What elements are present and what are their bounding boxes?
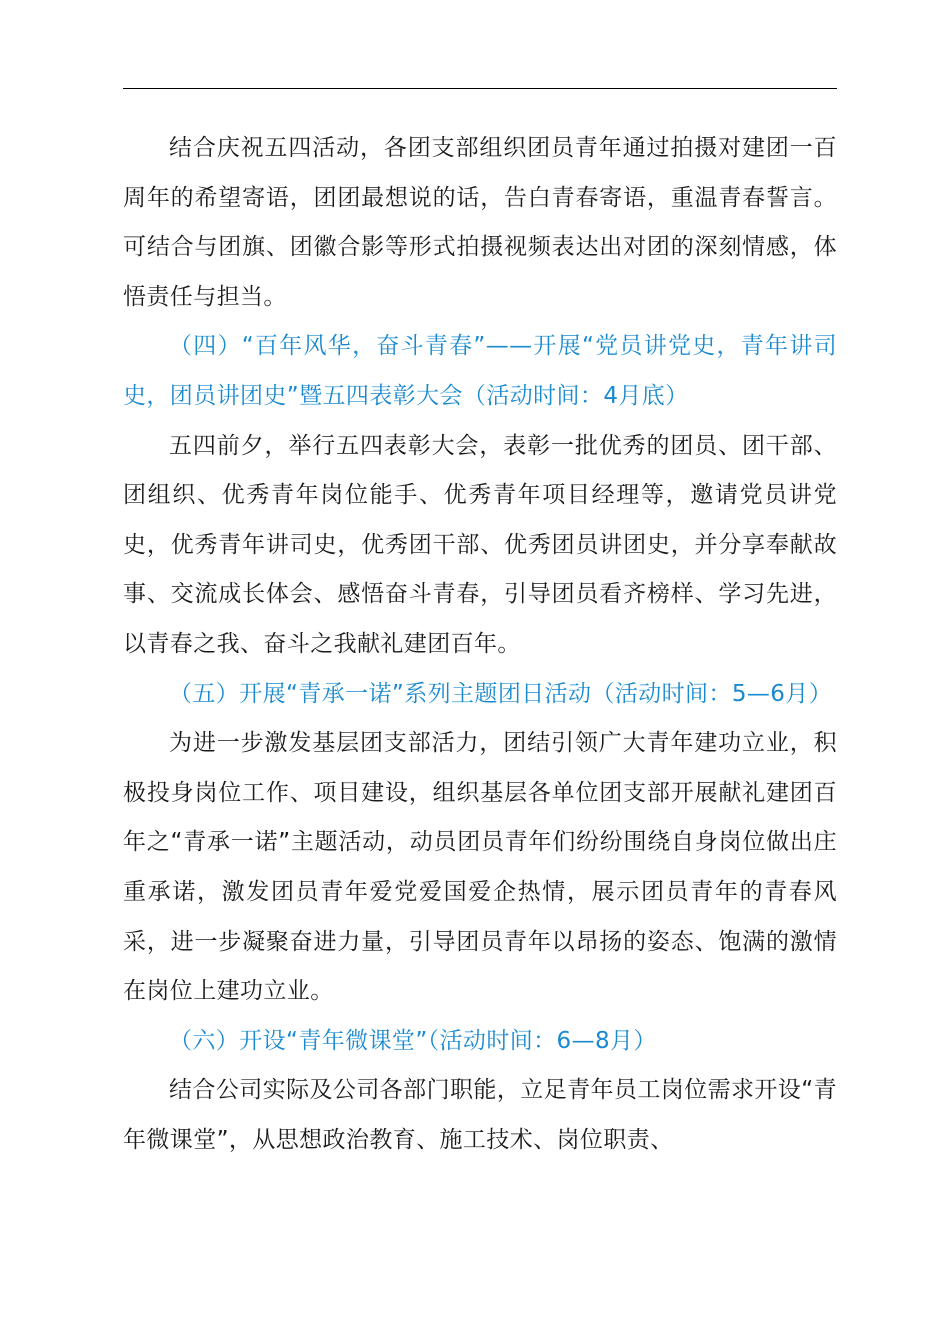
document-body: [123, 124, 837, 1165]
section-heading-6: （六）开设“青年微课堂”（活动时间：6—8月）: [169, 1027, 657, 1054]
section-heading-4: （四）“百年风华，奋斗青春”——开展“党员讲党史，青年讲司史，团员讲团史”暨五四表彰大会（活动时间：4月底）: [123, 333, 837, 409]
body-paragraph: 五四前夕，举行五四表彰大会，表彰一批优秀的团员、团干部、团组织、优秀青年岗位能手、优秀青年项目经理等，邀请党员讲党史，优秀青年讲司史，优秀团干部、优秀团员讲团史，并分享奉献故事、交流成长体会、感悟奋斗青春，引导团员看齐榜样、学习先进，以青春之我、奋斗之我献礼建团百年。: [123, 432, 837, 657]
body-paragraph: 为进一步激发基层团支部活力，团结引领广大青年建功立业，积极投身岗位工作、项目建设，组织基层各单位团支部开展献礼建团百年之“青承一诺”主题活动，动员团员青年们纷纷围绕自身岗位做出庄重承诺，激发团员青年爱党爱国爱企热情，展示团员青年的青春风采，进一步凝聚奋进力量，引导团员青年以昂扬的姿态、饱满的激情在岗位上建功立业。: [123, 730, 837, 1005]
body-paragraph: 结合庆祝五四活动，各团支部组织团员青年通过拍摄对建团一百周年的希望寄语，团团最想说的话，告白青春寄语，重温青春誓言。可结合与团旗、团徽合影等形式拍摄视频表达出对团的深刻情感，体悟责任与担当。: [123, 135, 837, 310]
header-rule: [123, 88, 837, 89]
body-paragraph: 结合公司实际及公司各部门职能，立足青年员工岗位需求开设“青年微课堂”，从思想政治教育、施工技术、岗位职责、: [123, 1077, 837, 1153]
section-heading-5: （五）开展“青承一诺”系列主题团日活动（活动时间：5—6月）: [169, 680, 833, 707]
